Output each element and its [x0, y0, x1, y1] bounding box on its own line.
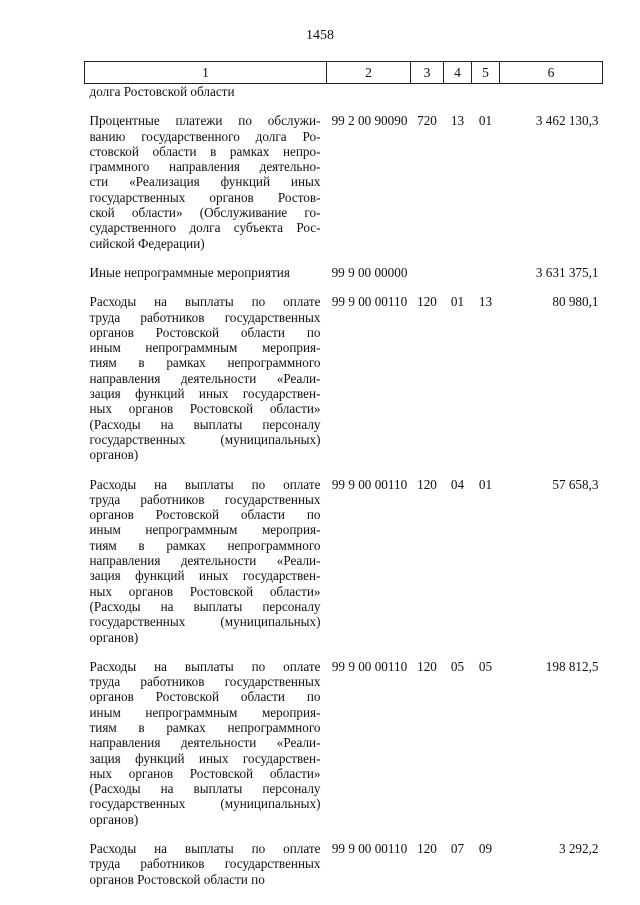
description-line: зация функций иных государствен- [89, 568, 321, 584]
row-code: 99 9 00 00000 [331, 264, 408, 280]
row-description [85, 251, 327, 280]
description-line: иным непрограммным мероприя- [89, 522, 321, 538]
row-amount: 3 292,2 [558, 841, 599, 857]
row-expense-type: 120 [417, 841, 437, 857]
header-col-2: 2 [327, 62, 411, 84]
description-line: труда работников государственных [89, 309, 321, 325]
description-line: тиям в рамках непрограммного [89, 719, 321, 735]
description-line: Расходы на выплаты по оплате [89, 476, 321, 492]
header-col-6: 6 [500, 62, 603, 84]
description-line: ской области» (Обслуживание го- [89, 205, 321, 221]
row-section: 13 [450, 113, 465, 129]
row-amount: 80 980,1 [552, 294, 599, 310]
table-header [85, 62, 603, 84]
description-line: зация функций иных государствен- [89, 750, 321, 766]
table-row [85, 251, 603, 280]
description-line: Расходы на выплаты по оплате [89, 294, 321, 310]
description-line: органов Ростовской области по [89, 871, 265, 887]
row-expense-type [411, 84, 444, 100]
description-line: тиям в рамках непрограммного [89, 355, 321, 371]
row-code: 99 9 00 00110 [331, 658, 408, 674]
description-line: труда работников государственных [89, 674, 321, 690]
row-expense-type [411, 251, 444, 280]
description-line: иным непрограммным мероприя- [89, 704, 321, 720]
row-subsection [472, 84, 500, 100]
row-amount: 198 812,5 [545, 658, 599, 674]
description-line: сти «Реализация функций иных [89, 174, 321, 190]
description-line: (Расходы на выплаты персоналу [89, 598, 321, 614]
row-subsection: 01 [478, 113, 493, 129]
table-body [85, 84, 603, 887]
description-line: иным непрограммным мероприя- [89, 340, 321, 356]
row-code: 99 2 00 90090 [331, 113, 408, 129]
row-code: 99 9 00 00110 [331, 476, 408, 492]
row-description [85, 280, 327, 462]
row-description [85, 84, 327, 100]
header-col-5: 5 [472, 62, 500, 84]
row-code [327, 84, 411, 100]
row-subsection [472, 251, 500, 280]
description-line: Расходы на выплаты по оплате [89, 841, 321, 857]
description-line: государственных (муниципальных) [89, 614, 321, 630]
row-section: 05 [450, 658, 465, 674]
header-row [85, 62, 603, 84]
description-line: ных органов Ростовской области» [89, 583, 321, 599]
description-line: ных органов Ростовской области» [89, 401, 321, 417]
description-line: ванию государственного долга Ро- [89, 128, 321, 144]
description-line: направления деятельности «Реали- [89, 370, 321, 386]
description-line: сийской Федерации) [89, 235, 205, 251]
row-expense-type: 120 [417, 476, 437, 492]
description-line: зация функций иных государствен- [89, 386, 321, 402]
table-row [85, 280, 603, 462]
description-line: долга Ростовской области [89, 84, 235, 99]
row-amount: 3 462 130,3 [535, 113, 599, 129]
row-section: 01 [450, 294, 465, 310]
description-line: (Расходы на выплаты персоналу [89, 781, 321, 797]
description-line: труда работников государственных [89, 856, 321, 872]
table-row [85, 463, 603, 645]
row-expense-type: 120 [417, 658, 437, 674]
description-line: (Расходы на выплаты персоналу [89, 416, 321, 432]
row-description [85, 99, 327, 251]
table-row [85, 827, 603, 887]
row-description [85, 645, 327, 827]
table-row [85, 84, 603, 100]
table-row [85, 99, 603, 251]
row-amount: 3 631 375,1 [535, 264, 599, 280]
row-description [85, 827, 327, 887]
page-number: 1458 [306, 28, 334, 43]
description-line: органов Ростовской области по [89, 324, 321, 340]
description-line: Процентные платежи по обслужи- [89, 113, 321, 129]
description-line: органов) [89, 447, 139, 463]
description-line: сударственного долга субъекта Рос- [89, 220, 321, 236]
description-line: направления деятельности «Реали- [89, 735, 321, 751]
description-line: органов Ростовской области по [89, 507, 321, 523]
row-amount: 57 658,3 [552, 476, 599, 492]
description-line: граммного направления деятельно- [89, 159, 321, 175]
row-expense-type: 720 [417, 113, 437, 129]
row-subsection: 01 [478, 476, 493, 492]
header-col-4: 4 [444, 62, 472, 84]
description-line: государственных (муниципальных) [89, 796, 321, 812]
row-section: 07 [450, 841, 465, 857]
row-section [444, 251, 472, 280]
description-line: ных органов Ростовской области» [89, 765, 321, 781]
table-row [85, 645, 603, 827]
row-subsection: 05 [478, 658, 493, 674]
description-line: органов Ростовской области по [89, 689, 321, 705]
description-line: труда работников государственных [89, 491, 321, 507]
description-line: тиям в рамках непрограммного [89, 537, 321, 553]
row-subsection: 13 [478, 294, 493, 310]
header-col-1: 1 [85, 62, 327, 84]
header-col-3: 3 [411, 62, 444, 84]
row-code: 99 9 00 00110 [331, 841, 408, 857]
description-line: государственных (муниципальных) [89, 431, 321, 447]
row-description [85, 463, 327, 645]
description-line: Иные непрограммные мероприятия [89, 264, 290, 280]
row-subsection: 09 [478, 841, 493, 857]
row-code: 99 9 00 00110 [331, 294, 408, 310]
row-expense-type: 120 [417, 294, 437, 310]
description-line: государственных органов Ростов- [89, 189, 321, 205]
row-section [444, 84, 472, 100]
row-section: 04 [450, 476, 465, 492]
description-line: Расходы на выплаты по оплате [89, 658, 321, 674]
row-amount [500, 84, 603, 100]
description-line: стовской области в рамках непро- [89, 143, 321, 159]
description-line: органов) [89, 629, 139, 645]
description-line: органов) [89, 811, 139, 827]
description-line: направления деятельности «Реали- [89, 553, 321, 569]
budget-table [84, 61, 603, 887]
